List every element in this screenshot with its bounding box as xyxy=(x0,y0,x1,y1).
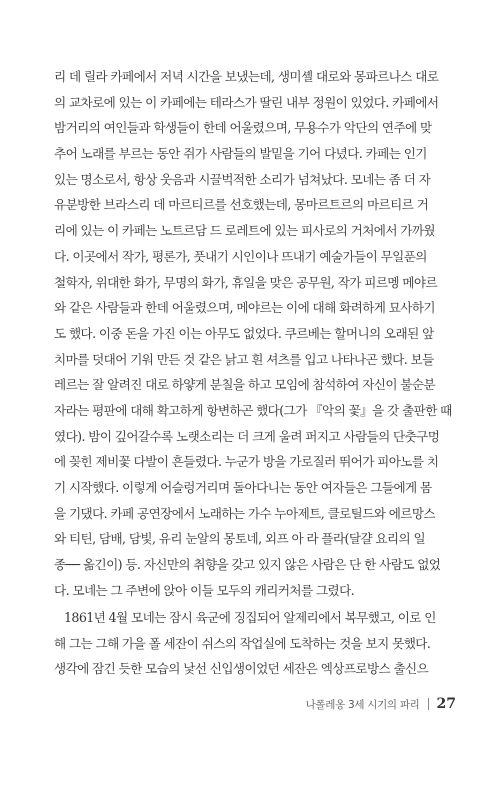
text-line: 유분방한 브라스리 데 마르티르를 선호했는데, 몽마르트르의 마르티르 거 xyxy=(54,197,429,213)
footer-divider xyxy=(428,698,429,710)
text-line: 레르는 잘 알려진 대로 하얗게 분칠을 하고 모임에 참석하여 자신이 불순분 xyxy=(54,377,435,393)
text-line: 다. 이곳에서 작가, 평론가, 풋내기 시인이나 뜨내기 예술가들이 무일푼의 xyxy=(54,248,427,264)
text-line: 철학자, 위대한 화가, 무명의 화가, 휴일을 맞은 공무원, 작가 피르멩 메야르 xyxy=(54,274,438,290)
paragraph-1 xyxy=(54,64,458,603)
text-line: 의 교차로에 있는 이 카페에는 테라스가 딸린 내부 정원이 있었다. 카페에서 xyxy=(54,94,439,110)
page-footer xyxy=(306,696,456,712)
text-line: 와 같은 사람들과 한데 어울렸으며, 메야르는 이에 대해 화려하게 묘사하기 xyxy=(54,300,435,316)
text-line: 기 시작했다. 이렇게 어슬렁거리며 돌아다니는 동안 여자들은 그들에게 몸 xyxy=(54,480,432,495)
text-line: 있는 명소로서, 항상 웃음과 시끌벅적한 소리가 넘쳐났다. 모네는 좀 더 자 xyxy=(54,171,431,187)
text-line: 리에 있는 이 카페는 노트르담 드 로레트에 있는 피사로의 거처에서 가까웠 xyxy=(54,223,435,239)
text-line: 1861년 4월 모네는 잠시 육군에 징집되어 알제리에서 복무했고, 이로 인 xyxy=(64,610,436,625)
paragraph-2 xyxy=(54,605,458,682)
text-line: 종── 옮긴이) 등. 자신만의 취향을 갖고 있지 않은 사람은 단 한 사람도 없었 xyxy=(54,557,441,573)
text-line: 생각에 잠긴 듯한 모습의 낯선 신입생이었던 세잔은 엑상프로방스 출신으 xyxy=(54,661,429,677)
text-line: 추어 노래를 부르는 동안 쥐가 사람들의 발밑을 기어 다녔다. 카페는 인기 xyxy=(54,146,427,162)
text-line: 도 했다. 이중 돈을 가진 이는 아무도 없었다. 쿠르베는 할머니의 오래된 앞 xyxy=(54,325,434,341)
text-line: 리 데 릴라 카페에서 저녁 시간을 보냈는데, 생미셸 대로와 몽파르나스 대로 xyxy=(54,69,439,84)
text-line: 에 꽂힌 제비꽃 다발이 흔들렸다. 누군가 방을 가로질러 뛰어가 피아노를 치 xyxy=(54,454,439,470)
text-line: 치마를 덧대어 기워 만든 것 같은 낡고 흰 셔츠를 입고 나타나곤 했다. 보들 xyxy=(54,351,434,367)
text-line: 을 기댔다. 카페 공연장에서 노래하는 가수 누아제트, 클로틸드와 에르망스 xyxy=(54,505,435,521)
text-line: 해 그는 그해 가을 폴 세잔이 쉬스의 작업실에 도착하는 것을 보지 못했다. xyxy=(54,635,431,651)
running-title: 나폴레옹 3세 시기의 파리 xyxy=(305,698,420,711)
text-line: 와 티틴, 담배, 담빛, 유리 눈알의 몽토네, 외프 아 라 플라(달걀 요리의 일 xyxy=(54,531,426,547)
text-line: 밤거리의 여인들과 학생들이 한데 어울렸으며, 무용수가 악단의 연주에 맞 xyxy=(54,120,432,136)
page-number: 27 xyxy=(436,696,456,712)
text-line: 자라는 평판에 대해 확고하게 항변하곤 했다(그가 『악의 꽃』을 갓 출판한 때 xyxy=(54,402,452,418)
text-line: 다. 모네는 그 주변에 앉아 이들 모두의 캐리커처를 그렸다. xyxy=(54,582,355,598)
text-line: 였다). 밤이 깊어갈수록 노랫소리는 더 크게 울려 퍼지고 사람들의 단춧구멍 xyxy=(54,428,440,444)
